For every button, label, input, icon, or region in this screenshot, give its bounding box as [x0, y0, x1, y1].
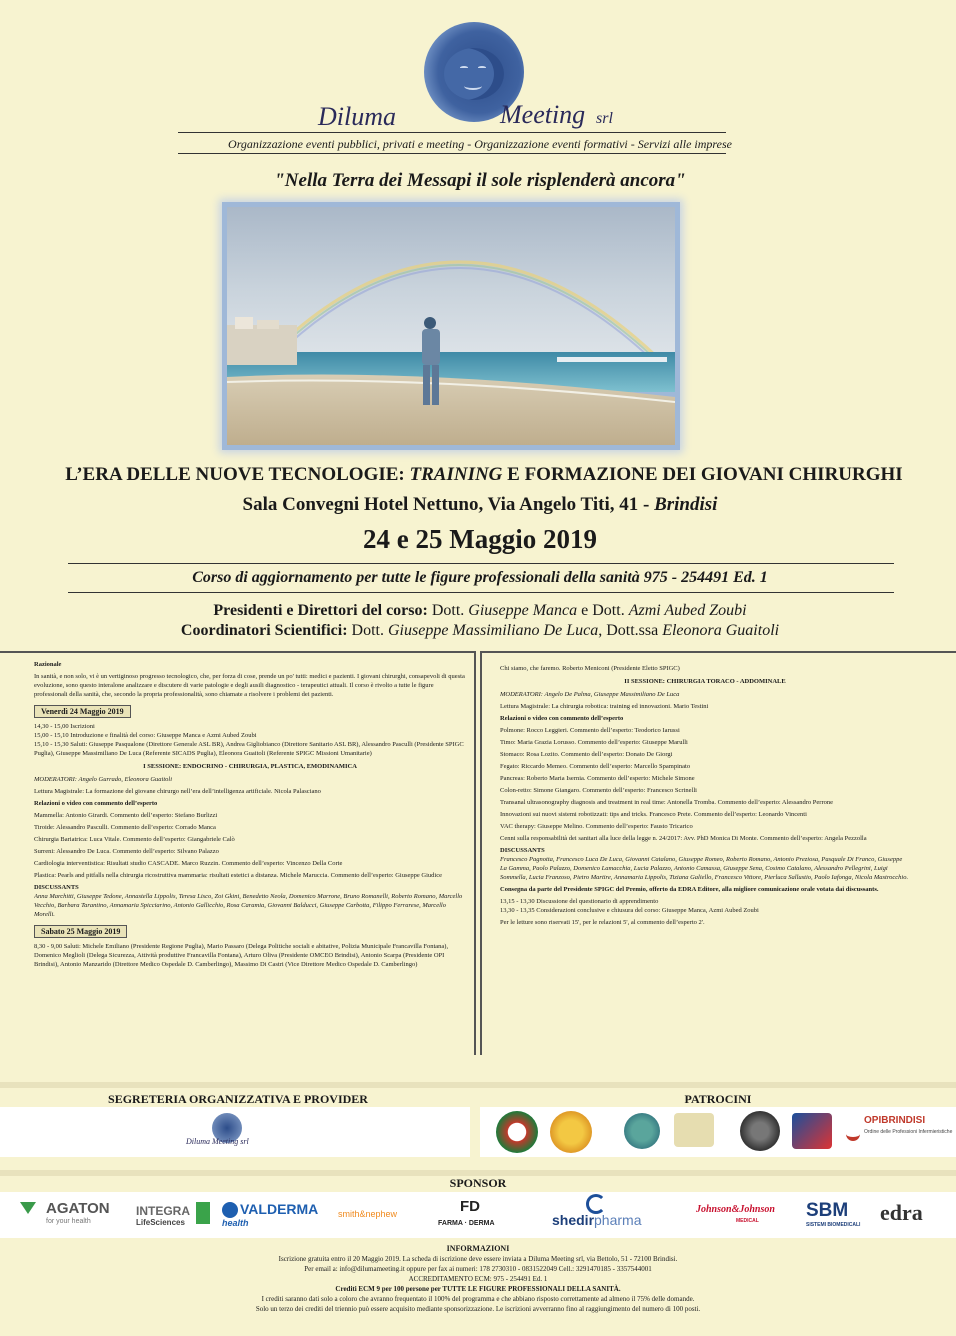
small-brand: Diluma Meeting srl: [186, 1137, 249, 1146]
list-item: Fegato: Riccardo Memeo. Commento dell’esperto: Marcello Spampinato: [500, 763, 691, 770]
patronage-logo-5-icon: [740, 1111, 780, 1151]
list-item: Polmone: Rocco Leggieri. Commento dell’esperto: Teodorico Iarussi: [500, 727, 680, 734]
sponsor-smith-nephew: smith&nephew: [338, 1209, 398, 1219]
razionale-text: In sanità, e non solo, vi è un vertiginoso progresso tecnologico, che, per forza di cose, prende un po' tutti: medici e pazienti. I giovani chirurghi, consapevoli di questa evoluzione, sono questo interalone analizzare e discutere di varie patologie e degli ausili diagnostico - terapeutici attuali. Il corso è rivolto a tutte le figure professionali della sanità, che, secondo la propria professionalità, sono chiamate a risolvere i problemi dei pazienti.: [34, 673, 465, 698]
title-divider: [68, 563, 894, 564]
list-item: Stomaco: Rosa Lozito. Commento dell’esperto: Donato De Giorgi: [500, 751, 673, 758]
time-note: Per le letture sono riservati 15', per le relazioni 5', al commento dell’esperto 2'.: [500, 919, 705, 926]
sponsor-fd: FD: [460, 1198, 480, 1215]
opi-subtitle: Ordine delle Professioni Infermieristiche: [864, 1129, 953, 1135]
list-item: Timo: Maria Grazia Lorusso. Commento dell’esperto: Giuseppe Marulli: [500, 739, 688, 746]
beach-photo-illustration: [227, 207, 675, 445]
lecture: Lettura Magistrale: La chirurgia robotica: training ed innovazioni. Mario Testini: [500, 703, 709, 710]
list-item: Chirurgia Bariatrica: Luca Vitale. Commento dell’esperto: Giangabriele Calò: [34, 836, 235, 843]
sponsor-edra: edra: [880, 1200, 923, 1225]
list-item: Pancreas: Roberto Maria Isernia. Commento dell’esperto: Michele Simone: [500, 775, 695, 782]
sponsor-shedir: shedirpharma: [552, 1212, 642, 1228]
agaton-logo-icon: [20, 1202, 36, 1214]
list-item: Surreni: Alessandro De Luca. Commento dell’esperto: Silvano Palazzo: [34, 848, 219, 855]
opi-name: OPIBRINDISI: [864, 1115, 926, 1126]
sponsor-integra-sub: LifeSciences: [136, 1218, 185, 1227]
info-line: Iscrizione gratuita entro il 20 Maggio 2019. La scheda di iscrizione deve essere inviata a Diluma Meeting srl, via Bettolo, 51 - 72100 Brindisi.: [278, 1255, 678, 1263]
info-line: Solo un terzo dei crediti del triennio può essere acquisito mediante sponsorizzazione. Le iscrizioni avverranno fino al raggiungimento del numero di 100 posti.: [255, 1305, 701, 1313]
list-item: Tiroide: Alessandro Pasculli. Commento dell’esperto: Corrado Manca: [34, 824, 216, 831]
patronage-logo-box: [480, 1107, 956, 1157]
brand-meeting: Meeting: [500, 100, 586, 129]
discussants-list: Francesco Pagnotta, Francesco Luca De Luca, Giovanni Catalano, Giuseppe Romeo, Roberto Romano, Antonio Preziosa, Pasquale Di Franco, Giuseppe La Gamma, Paolo Palazzo, Domenico Lamacchia, Lucia Palazzo, Antonio Camassa, Giuseppe Sena, Cosimo Catalano, Alessandro Pellegrini, Luigi Sommella, Lucia Franzoso, Pietro Martire, Annamaria Lippolis, Tiziana Galiello, Francesco Vittore, Pierluca Sallustio, Paolo Iafonga, Nicola Mastrocchio.: [500, 856, 909, 881]
lecture: Lettura Magistrale: La formazione del giovane chirurgo nell’era dell’intelligenza artificiale. Nicola Palasciano: [34, 788, 321, 795]
schedule-item: 13,30 - 13,35 Considerazioni conclusive e chiusura del corso: Giuseppe Manca, Azmi Aubed Zoubi: [500, 907, 759, 914]
patronage-title: PATROCINI: [684, 1092, 752, 1106]
sponsor-fd-sub: FARMA · DERMA: [438, 1220, 495, 1227]
info-line: ACCREDITAMENTO ECM: 975 - 254491 Ed. 1: [408, 1275, 548, 1283]
reports-heading: Relazioni o video con commento dell’esperto: [500, 715, 624, 722]
event-dates: 24 e 25 Maggio 2019: [363, 524, 597, 554]
schedule-item: 14,30 - 15,00 Iscrizioni: [34, 723, 95, 730]
info-title: INFORMAZIONI: [446, 1244, 510, 1253]
moderators: MODERATORI: Angelo De Palma, Giuseppe Massimiliano De Luca: [500, 691, 680, 698]
brand-diluma: Diluma: [318, 102, 396, 131]
list-item: Colon-retto: Simone Giangaro. Commento dell’esperto: Francesco Scrinelli: [500, 787, 697, 794]
discussants-title: DISCUSSANTS: [500, 847, 545, 854]
sponsor-sbm: SBM: [806, 1200, 849, 1221]
schedule-item: 15,00 - 15,10 Introduzione e finalità del corso: Giuseppe Manca e Azmi Aubed Zoubi: [34, 732, 257, 739]
rainbow-beach-photo: [222, 202, 680, 450]
motto: "Nella Terra dei Messapi il sole risplenderà ancora": [274, 170, 686, 191]
list-item: Cenni sulla responsabilità dei sanitari alla luce della legge n. 24/2017: Avv. PhD Monica Di Monte. Commento dell’esperto: Angela Pezzolla: [500, 835, 867, 842]
sponsor-title: SPONSOR: [449, 1176, 507, 1190]
patronage-logo-6-icon: [792, 1113, 832, 1149]
patronage-logo-3-icon: [624, 1113, 660, 1149]
event-title: L’ERA DELLE NUOVE TECNOLOGIE: TRAINING E FORMAZIONE DEI GIOVANI CHIRURGHI: [65, 464, 903, 485]
list-item: VAC therapy: Giuseppe Melino. Commento dell’esperto: Fausto Tricarico: [500, 823, 693, 830]
session-title: II SESSIONE: CHIRURGIA TORACO - ADDOMINALE: [624, 678, 786, 685]
sponsor-sbm-sub: SISTEMI BIOMEDICALI: [806, 1222, 861, 1228]
program-left-column: [34, 660, 466, 1052]
event-venue: Sala Convegni Hotel Nettuno, Via Angelo Titi, 41 - Brindisi: [242, 494, 718, 515]
integra-mark-icon: [196, 1202, 210, 1224]
patronage-logo-4-icon: [674, 1113, 714, 1147]
sponsor-johnson-sub: MEDICAL: [736, 1218, 759, 1224]
info-line: Crediti ECM 9 per 100 persone per TUTTE LE FIGURE PROFESSIONALI DELLA SANITÀ.: [335, 1285, 621, 1293]
secretariat-title: SEGRETERIA ORGANIZZATIVA E PROVIDER: [108, 1092, 368, 1106]
patronage-logo-2-icon: [550, 1111, 592, 1153]
list-item: Transanal ultrasonography diagnosis and treatment in real time: Antonella Tromba. Commento dell’esperto: Alessandro Perrone: [500, 799, 834, 806]
course-line: Corso di aggiornamento per tutte le figure professionali della sanità 975 - 254491 Ed. 1: [192, 569, 768, 586]
razionale-title: Razionale: [34, 661, 62, 668]
header-divider: [178, 132, 726, 133]
info-line: Per email a: info@dilumameeting.it oppure per fax ai numeri: 178 2730310 - 0831522049 Cell.: 3291470185 - 3357544001: [304, 1265, 652, 1273]
sponsor-valderma-sub: health: [222, 1218, 249, 1228]
day-badge-saturday: Sabato 25 Maggio 2019: [34, 925, 127, 938]
course-presidents: Presidenti e Direttori del corso: Dott. Giuseppe Manca e Dott. Azmi Aubed Zoubi: [213, 602, 747, 619]
schedule-item: 8,30 - 9,00 Saluti: Michele Emiliano (Presidente Regione Puglia), Mario Passaro (Delega Politiche sociali e abitative, Polizia Municipale Francavilla Fontana), Domenico Meglioli (Delega Sicurezza, Attività produttive Francavilla Fontana), Arturo Oliva (Presidente OMCEO Brindisi), Antonio Scarpa (Presidente OPI Brindisi), Antonio Manzarido (Direttore Medico Ospedale D. Camberlingo), Massimo Di Castri (Vice Direttore Medico Ospedale D. Camberlingo): [34, 943, 449, 968]
header-divider: [178, 153, 726, 154]
sponsor-logo-box: [0, 1192, 956, 1238]
secretariat-logo-box: [0, 1107, 470, 1157]
program-right-column: [500, 664, 910, 1052]
award-note: Consegna da parte del Presidente SPIGC del Premio, offerto da EDRA Editore, alla migliore comunicazione orale votata dai discussants.: [500, 886, 879, 893]
discussants-title: DISCUSSANTS: [34, 884, 79, 891]
brand-tagline: Organizzazione eventi pubblici, privati e meeting - Organizzazione eventi formativi - Servizi alle imprese: [228, 137, 732, 151]
list-item: Innovazioni sui nuovi sistemi robotizzati: tips and tricks. Francesco Prete. Commento dell’esperto: Leonardo Vincenti: [500, 811, 807, 818]
session-title: I SESSIONE: ENDOCRINO - CHIRURGIA, PLASTICA, EMODINAMICA: [143, 763, 357, 770]
list-item: Cardiologia interventistica: Risultati studio CASCADE. Marco Ruzzin. Commento dell’esperto: Vincenzo Della Corte: [34, 860, 343, 867]
list-item: Plastica: Pearls and pitfalls nella chirurgia ricostruttiva mammaria: risultati estetici a distanza. Michele Maruccia. Commento dell’esperto: Giuseppe Giudice: [34, 872, 442, 879]
list-item: Chi siamo, che faremo. Roberto Meniconi (Presidente Eletto SPIGC): [500, 665, 680, 672]
brand-srl: srl: [596, 110, 613, 127]
list-item: Mammella: Antonio Girardi. Commento dell’esperto: Stefano Burlizzi: [34, 812, 218, 819]
opi-logo-icon: [846, 1117, 860, 1141]
day-badge-friday: Venerdì 24 Maggio 2019: [34, 705, 131, 718]
shedir-mark-icon: [586, 1194, 606, 1214]
info-line: I crediti saranno dati solo a coloro che avranno frequentato il 100% del programma e che abbiano risposto correttamente ad almeno il 75% delle domande.: [261, 1295, 695, 1303]
valderma-mark-icon: [222, 1202, 238, 1218]
moon-face-icon: [444, 48, 504, 100]
sponsor-johnson: Johnson&Johnson: [696, 1204, 775, 1215]
info-section: [40, 1244, 916, 1314]
moderators: MODERATORI: Angelo Gurrado, Eleonora Guaitoli: [34, 776, 172, 783]
section-band: [0, 1082, 956, 1088]
schedule-item: 15,10 - 15,30 Saluti: Giuseppe Pasqualone (Direttore Generale ASL BR), Andrea Gigliobianco (Direttore Sanitario ASL BR), Alessandro Pasculli (Presidente SPIGC Puglia), Giuseppe Massimiliano De Luca (Referente SICADS Puglia), Eleonora Guaitoli (Referente SPIGC Missioni Umanitarie): [34, 741, 464, 757]
sponsor-integra: INTEGRA: [136, 1204, 190, 1218]
scientific-coordinators: Coordinatori Scientifici: Dott. Giuseppe Massimiliano De Luca, Dott.ssa Eleonora Guaitoli: [180, 622, 780, 639]
schedule-item: 13,15 - 13,30 Discussione del questionario di apprendimento: [500, 898, 659, 905]
reports-heading: Relazioni o video con commento dell’esperto: [34, 800, 158, 807]
sponsor-agaton-sub: for your health: [46, 1218, 91, 1225]
sponsor-valderma: VALDERMA: [240, 1201, 319, 1217]
sponsor-agaton: AGATON: [46, 1200, 110, 1217]
patronage-logo-1-icon: [496, 1111, 538, 1153]
title-divider: [68, 592, 894, 593]
discussants-list: Anna Marchitti, Giuseppe Tedone, Annastella Lippolis, Teresa Lisco, Zoi Gkini, Benedetto Neola, Domenico Marrone, Bruno Romanelli, Roberto Romano, Marcello Vecchio, Barbara Tarantino, Annamaria Spicciarino, Antonio Gallicchio, Rosa Caramia, Giovanni Balducci, Giuseppe Carbotta, Filippo Ferrarese, Marcello Morelli.: [34, 893, 463, 918]
